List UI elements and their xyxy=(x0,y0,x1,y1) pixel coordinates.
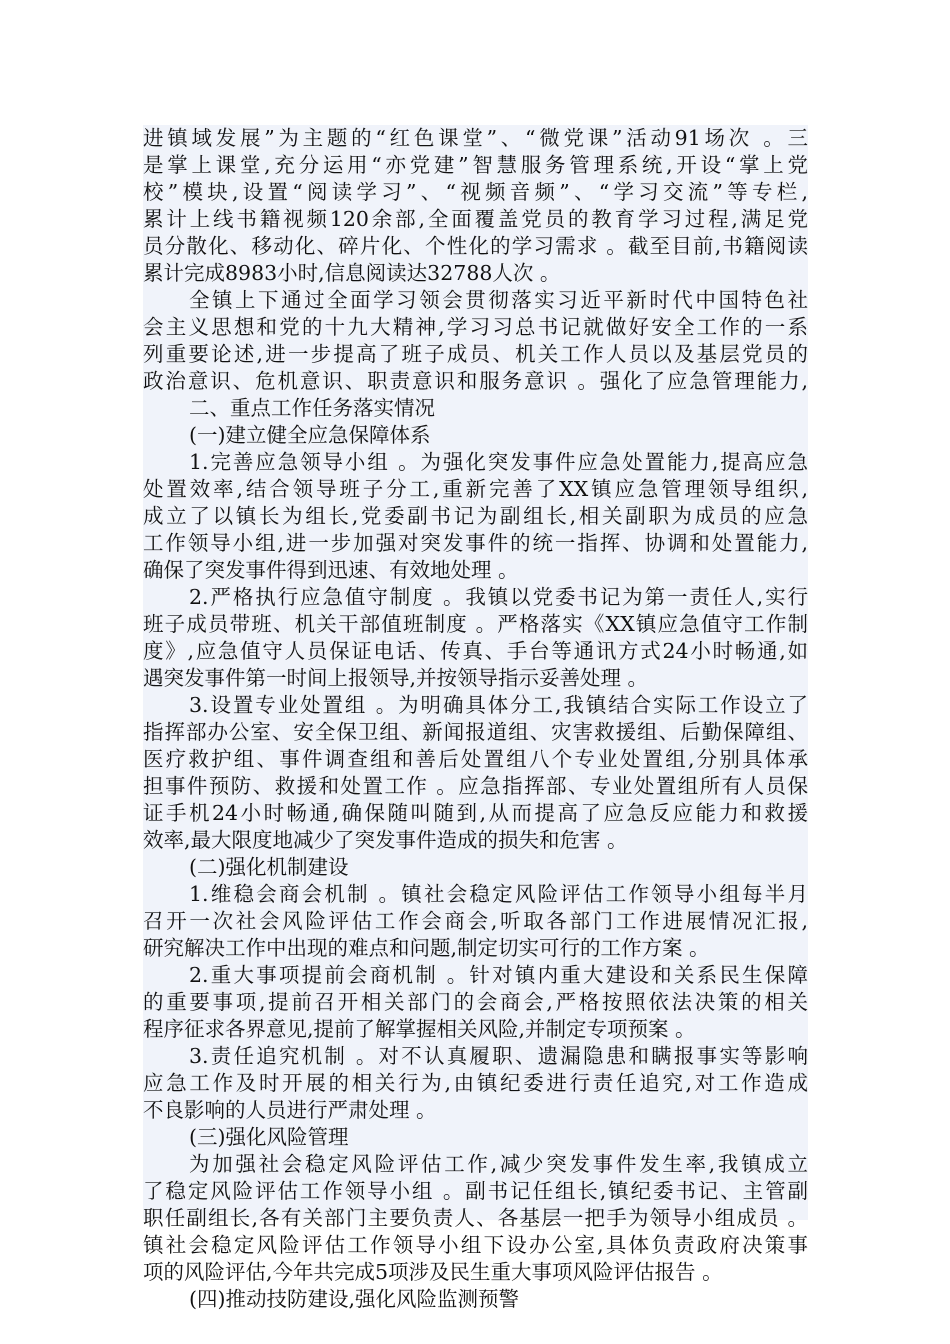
text-line: 确保了突发事件得到迅速、有效地处理 。 xyxy=(143,558,519,582)
text-line: 工作领导小组,进一步加强对突发事件的统一指挥、协调和处置能力, xyxy=(143,531,808,555)
text-line: 为加强社会稳定风险评估工作,减少突发事件发生率,我镇成立 xyxy=(189,1152,808,1176)
text-line: 3.设置专业处置组 。为明确具体分工,我镇结合实际工作设立了 xyxy=(189,693,808,717)
text-line: 累计完成8983小时,信息阅读达32788人次 。 xyxy=(143,261,561,285)
text-line: 效率,最大限度地减少了突发事件造成的损失和危害 。 xyxy=(143,828,628,852)
text-line: 2.重大事项提前会商机制 。针对镇内重大建设和关系民生保障 xyxy=(189,963,808,987)
text-line: 3.责任追究机制 。对不认真履职、遗漏隐患和瞒报事实等影响 xyxy=(189,1044,808,1068)
text-line: 研究解决工作中出现的难点和问题,制定切实可行的工作方案 。 xyxy=(143,936,710,960)
section-heading: (一)建立健全应急保障体系 xyxy=(189,423,431,447)
text-line: 会主义思想和党的十九大精神,学习习总书记就做好安全工作的一系 xyxy=(143,315,808,339)
section-heading: (二)强化机制建设 xyxy=(189,855,349,879)
text-line: 医疗救护组、事件调查组和善后处置组八个专业处置组,分别具体承 xyxy=(143,747,808,771)
text-line: 是掌上课堂,充分运用“亦党建”智慧服务管理系统,开设“掌上党 xyxy=(143,153,808,177)
text-line: 员分散化、移动化、碎片化、个性化的学习需求 。截至目前,书籍阅读 xyxy=(143,234,808,258)
text-line: 班子成员带班、机关干部值班制度 。严格落实《XX镇应急值守工作制 xyxy=(143,612,808,636)
text-line: 不良影响的人员进行严肃处理 。 xyxy=(143,1098,437,1122)
section-heading: (四)推动技防建设,强化风险监测预警 xyxy=(189,1287,520,1311)
text-line: 项的风险评估,今年共完成5项涉及民生重大事项风险评估报告 。 xyxy=(143,1260,723,1284)
text-line: 遇突发事件第一时间上报领导,并按领导指示妥善处理 。 xyxy=(143,666,649,690)
text-line: 了稳定风险评估工作领导小组 。副书记任组长,镇纪委书记、主管副 xyxy=(143,1179,808,1203)
document-page xyxy=(143,125,808,1311)
text-line: 指挥部办公室、安全保卫组、新闻报道组、灾害救援组、后勤保障组、 xyxy=(143,720,808,744)
text-line: 政治意识、危机意识、职责意识和服务意识 。强化了应急管理能力, xyxy=(143,369,808,393)
text-line: 证手机24小时畅通,确保随叫随到,从而提高了应急反应能力和救援 xyxy=(143,801,808,825)
text-line: 召开一次社会风险评估工作会商会,听取各部门工作进展情况汇报, xyxy=(143,909,808,933)
text-line: 全镇上下通过全面学习领会贯彻落实习近平新时代中国特色社 xyxy=(189,288,808,312)
text-line: 处置效率,结合领导班子分工,重新完善了XX镇应急管理领导组织, xyxy=(143,477,808,501)
text-line: 列重要论述,进一步提高了班子成员、机关工作人员以及基层党员的 xyxy=(143,342,808,366)
text-line: 度》,应急值守人员保证电话、传真、手台等通讯方式24小时畅通,如 xyxy=(143,639,808,663)
text-line: 成立了以镇长为组长,党委副书记为副组长,相关副职为成员的应急 xyxy=(143,504,808,528)
text-line: 担事件预防、救援和处置工作 。应急指挥部、专业处置组所有人员保 xyxy=(143,774,808,798)
text-line: 程序征求各界意见,提前了解掌握相关风险,并制定专项预案 。 xyxy=(143,1017,696,1041)
text-line: 1.完善应急领导小组 。为强化突发事件应急处置能力,提高应急 xyxy=(189,450,808,474)
text-line: 镇社会稳定风险评估工作领导小组下设办公室,具体负责政府决策事 xyxy=(143,1233,808,1257)
text-line: 职任副组长,各有关部门主要负责人、各基层一把手为领导小组成员 。 xyxy=(143,1206,808,1230)
text-line: 进镇域发展”为主题的“红色课堂”、“微党课”活动91场次 。三 xyxy=(143,126,808,150)
section-heading: (三)强化风险管理 xyxy=(189,1125,349,1149)
text-line: 2.严格执行应急值守制度 。我镇以党委书记为第一责任人,实行 xyxy=(189,585,808,609)
text-line: 1.维稳会商会机制 。镇社会稳定风险评估工作领导小组每半月 xyxy=(189,882,808,906)
text-line: 累计上线书籍视频120余部,全面覆盖党员的教育学习过程,满足党 xyxy=(143,207,808,231)
section-heading: 二、重点工作任务落实情况 xyxy=(189,396,435,420)
text-line: 应急工作及时开展的相关行为,由镇纪委进行责任追究,对工作造成 xyxy=(143,1071,808,1095)
text-line: 的重要事项,提前召开相关部门的会商会,严格按照依法决策的相关 xyxy=(143,990,808,1014)
text-line: 校”模块,设置“阅读学习”、“视频音频”、“学习交流”等专栏, xyxy=(143,180,808,204)
